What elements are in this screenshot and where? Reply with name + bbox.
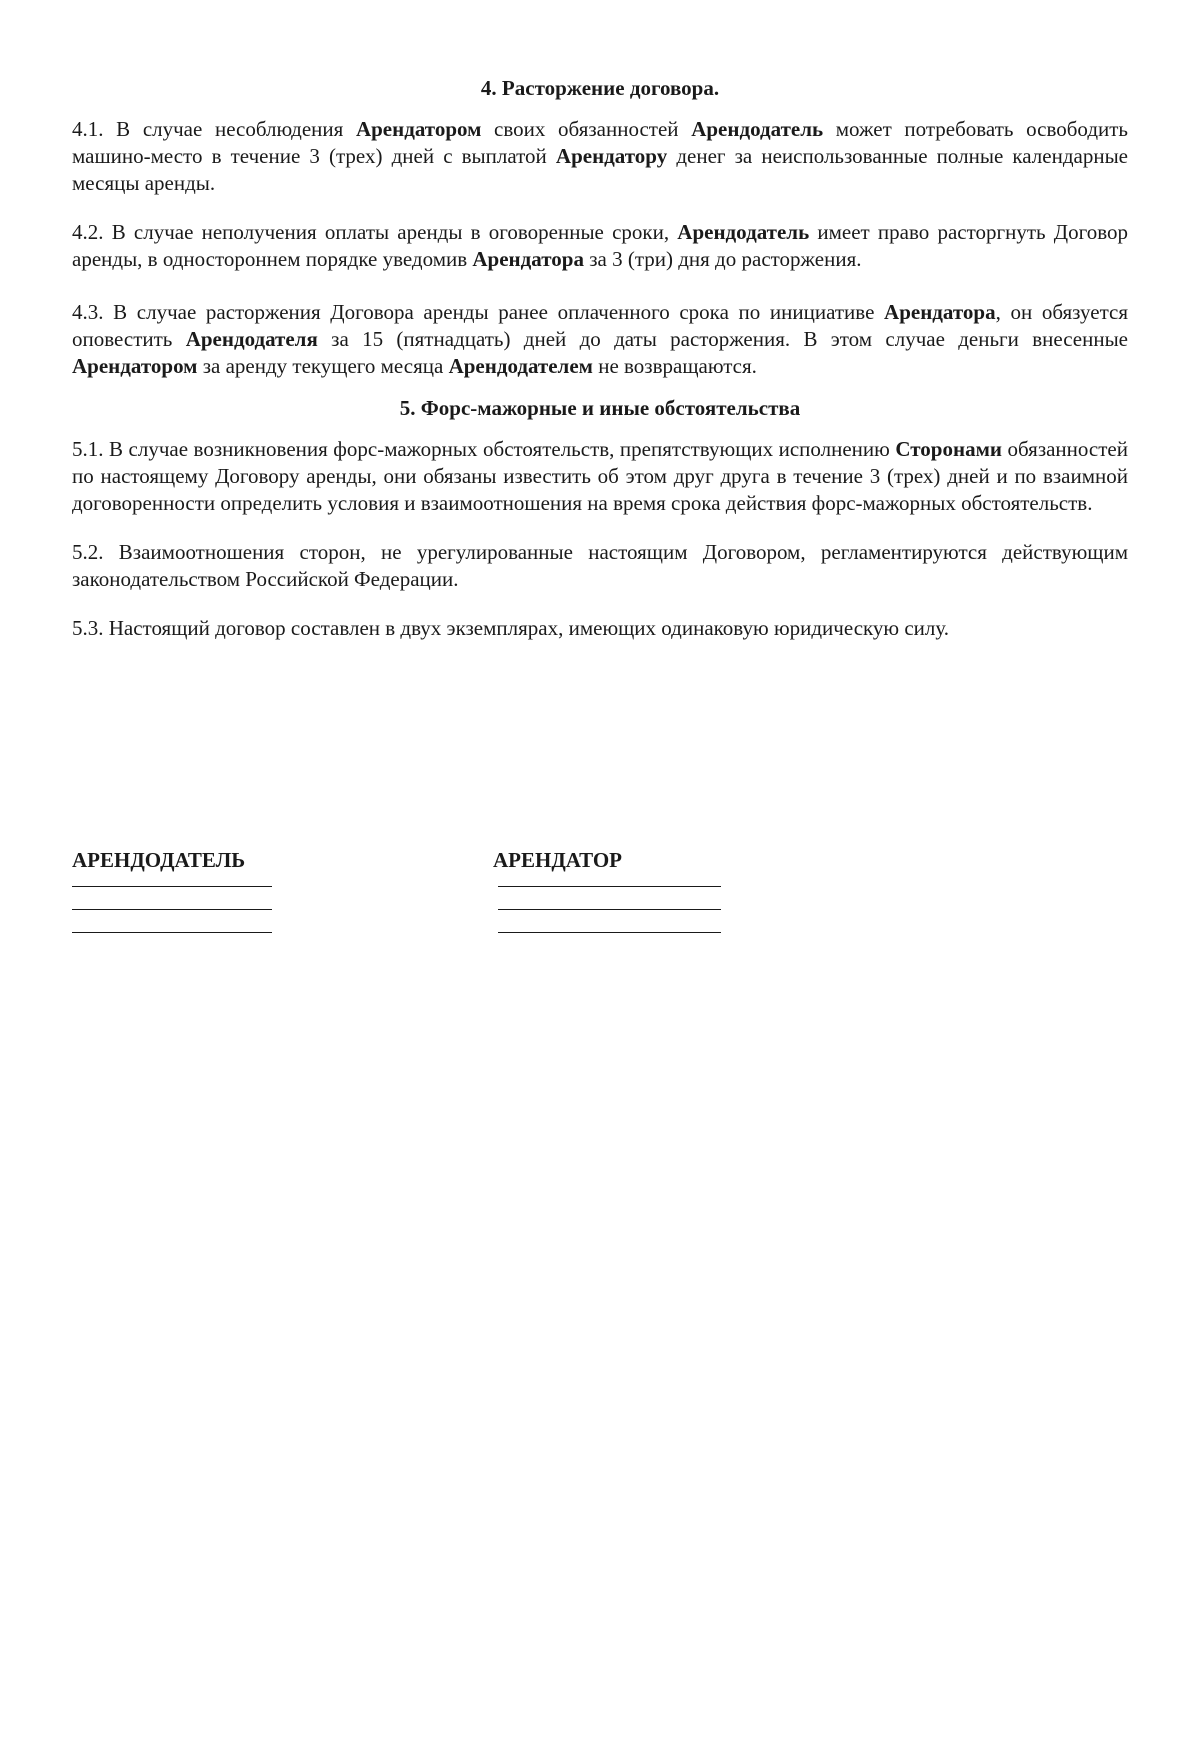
clause-4-1: 4.1. В случае несоблюдения Арендатором своих обязанностей Арендодатель может потребовать освободить машино-место в течение 3 (трех) дней с выплатой Арендатору денег за неиспользованные полные календарные месяцы аренды.	[72, 117, 1128, 195]
clause-4-2: 4.2. В случае неполучения оплаты аренды в оговоренные сроки, Арендодатель имеет право расторгнуть Договор аренды, в одностороннем порядке уведомив Арендатора за 3 (три) дня до расторжения.	[72, 220, 1128, 271]
clause-5-1: 5.1. В случае возникновения форс-мажорных обстоятельств, препятствующих исполнению Сторонами обязанностей по настоящему Договору аренды, они обязаны известить об этом друг друга в течение 3 (трех) дней и по взаимной договоренности определить условия и взаимоотношения на время срока действия форс-мажорных обстоятельств.	[72, 437, 1128, 515]
document-page	[72, 74, 1128, 872]
signature-block	[72, 846, 1128, 966]
landlord-label: АРЕНДОДАТЕЛЬ	[72, 848, 246, 872]
tenant-signature	[493, 846, 721, 933]
signature-line	[498, 909, 721, 910]
clause-5-2: 5.2. Взаимоотношения сторон, не урегулированные настоящим Договором, регламентируются действующим законодательством Российской Федерации.	[72, 540, 1128, 591]
clause-5-3: 5.3. Настоящий договор составлен в двух экземплярах, имеющих одинаковую юридическую силу.	[72, 616, 950, 640]
signature-line	[498, 886, 721, 887]
section-5-title: 5. Форс-мажорные и иные обстоятельства	[399, 396, 801, 420]
section-4-title: 4. Расторжение договора.	[480, 76, 720, 100]
signature-line	[72, 886, 272, 887]
tenant-label: АРЕНДАТОР	[493, 848, 622, 872]
signature-line	[72, 932, 272, 933]
signature-line	[498, 932, 721, 933]
landlord-signature	[72, 846, 272, 933]
signature-line	[72, 909, 272, 910]
clause-4-3: 4.3. В случае расторжения Договора аренды ранее оплаченного срока по инициативе Арендатора, он обязуется оповестить Арендодателя за 15 (пятнадцать) дней до даты расторжения. В этом случае деньги внесенные Арендатором за аренду текущего месяца Арендодателем не возвращаются.	[72, 300, 1128, 378]
